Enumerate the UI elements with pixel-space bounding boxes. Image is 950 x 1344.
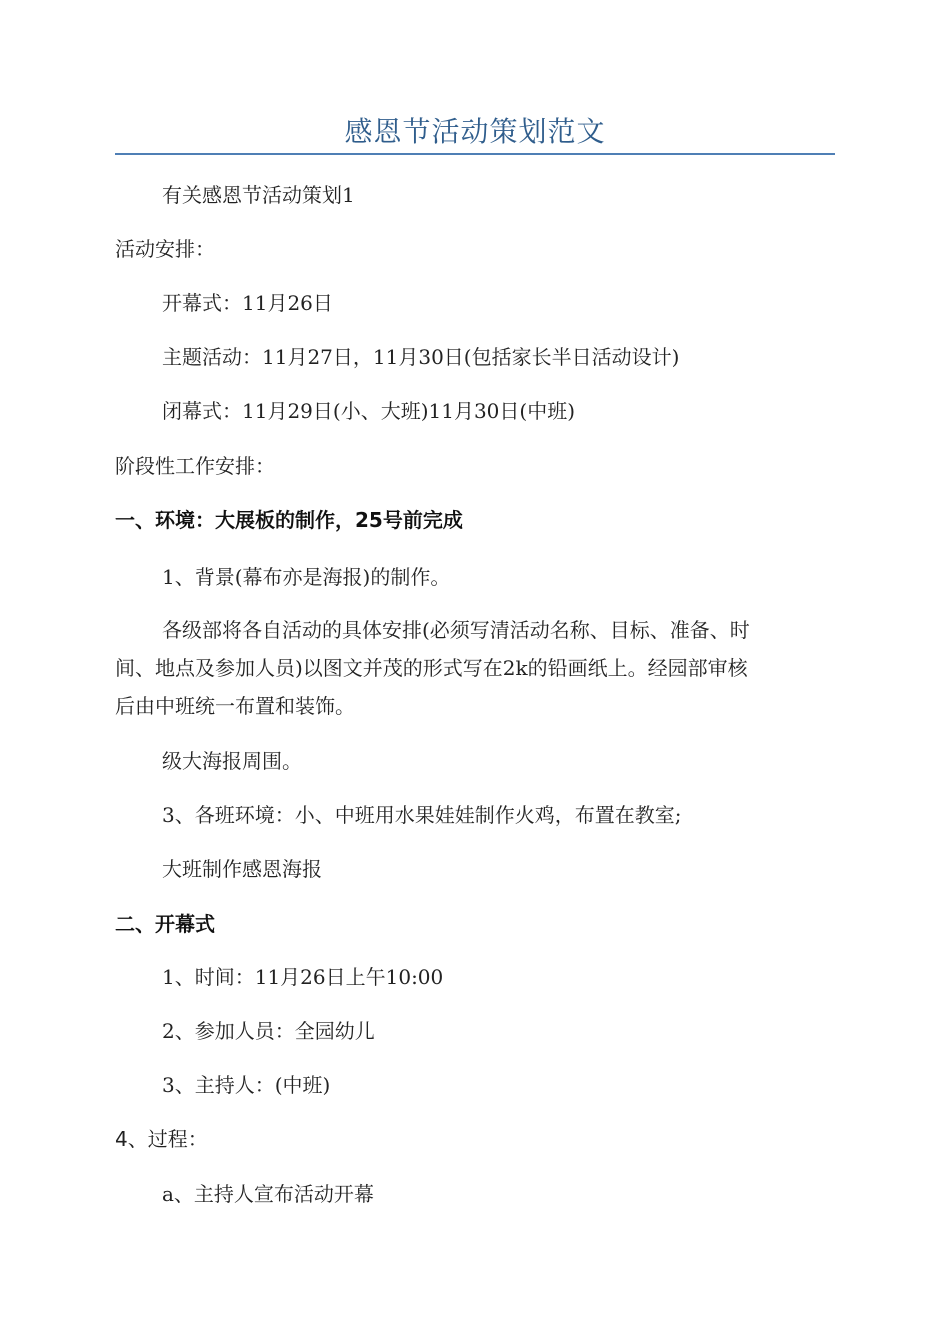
section2-item-time: 1、时间：11月26日上午10:00 xyxy=(162,965,444,989)
section1-item-background: 1、背景(幕布亦是海报)的制作。 xyxy=(162,565,451,589)
section1-heading: 一、环境：大展板的制作，25号前完成 xyxy=(115,508,463,532)
section1-paragraph xyxy=(115,611,835,725)
subtitle: 有关感恩节活动策划1 xyxy=(162,183,355,207)
schedule-item-closing: 闭幕式：11月29日(小、大班)11月30日(中班) xyxy=(162,399,576,423)
title-underline xyxy=(115,153,835,155)
schedule-heading: 活动安排： xyxy=(115,237,215,261)
phase-heading: 阶段性工作安排： xyxy=(115,454,275,478)
paragraph-line: 间、地点及参加人员)以图文并茂的形式写在2k的铅画纸上。经园部审核 xyxy=(115,656,748,680)
paragraph-line: 各级部将各自活动的具体安排(必须写清活动名称、目标、准备、时 xyxy=(162,618,750,642)
section1-item-poster: 级大海报周围。 xyxy=(162,749,302,773)
section1-item-class-environment: 3、各班环境：小、中班用水果娃娃制作火鸡，布置在教室; xyxy=(162,803,682,827)
schedule-item-opening: 开幕式：11月26日 xyxy=(162,291,333,315)
section1-item-senior-poster: 大班制作感恩海报 xyxy=(162,857,322,881)
schedule-item-theme: 主题活动：11月27日，11月30日(包括家长半日活动设计) xyxy=(162,345,680,369)
section2-item-participants: 2、参加人员：全园幼儿 xyxy=(162,1019,375,1043)
paragraph-line: 后由中班统一布置和装饰。 xyxy=(115,694,355,718)
section3-item-announce: a、主持人宣布活动开幕 xyxy=(162,1182,374,1206)
section2-heading: 二、开幕式 xyxy=(115,912,215,936)
section2-item-host: 3、主持人：(中班) xyxy=(162,1073,331,1097)
document-title: 感恩节活动策划范文 xyxy=(344,115,606,148)
section3-heading: 4、过程： xyxy=(115,1127,208,1151)
